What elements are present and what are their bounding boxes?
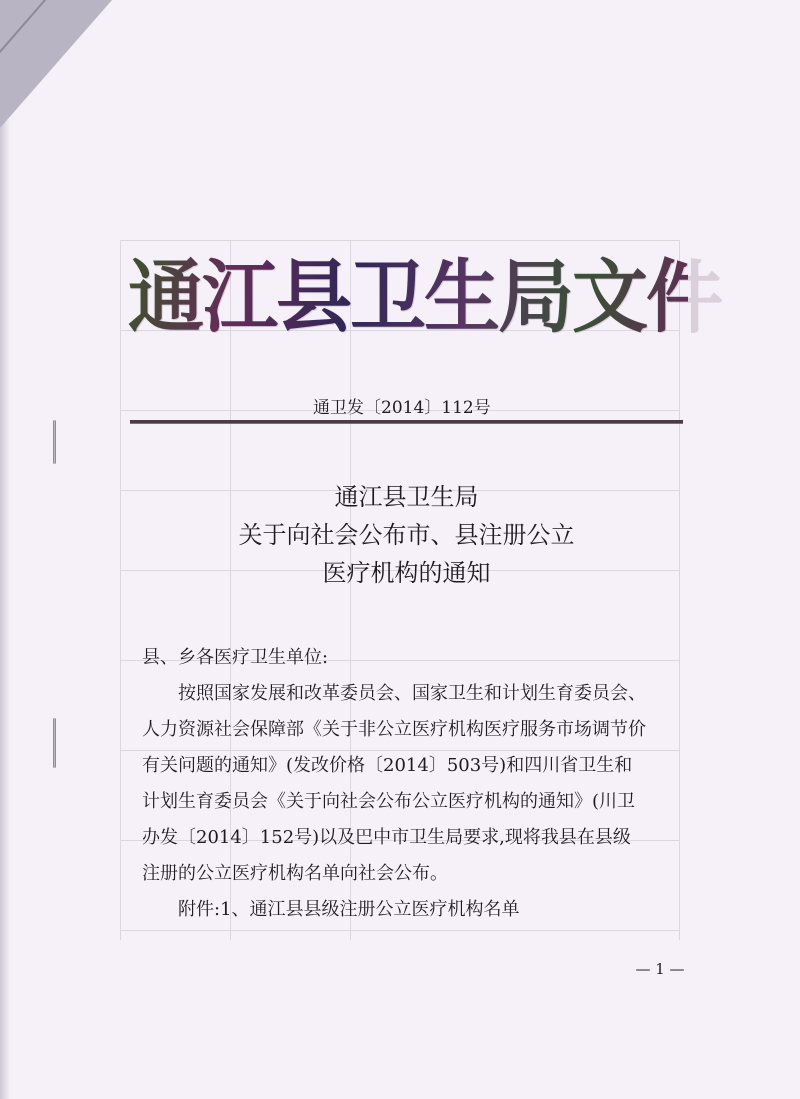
staple bbox=[53, 420, 56, 464]
body-line: 按照国家发展和改革委员会、国家卫生和计划生育委员会、 bbox=[178, 683, 646, 704]
body-line: 人力资源社会保障部《关于非公立医疗机构医疗服务市场调节价 bbox=[142, 719, 646, 740]
body-line: 有关问题的通知》(发改价格〔2014〕503号)和四川省卫生和 bbox=[142, 755, 633, 776]
document-header-title: 通江县卫生局文件 bbox=[128, 229, 688, 366]
addressee: 县、乡各医疗卫生单位: bbox=[142, 647, 329, 668]
staple bbox=[53, 718, 56, 768]
notice-title-line: 关于向社会公布市、县注册公立 bbox=[238, 521, 575, 549]
notice-body bbox=[142, 640, 702, 928]
page-number: — 1 — bbox=[635, 960, 685, 978]
body-line: 计划生育委员会《关于向社会公布公立医疗机构的通知》(川卫 bbox=[142, 791, 636, 812]
body-line: 注册的公立医疗机构名单向社会公布。 bbox=[142, 863, 448, 884]
body-line: 办发〔2014〕152号)以及巴中市卫生局要求,现将我县在县级 bbox=[142, 827, 631, 848]
notice-title-line: 通江县卫生局 bbox=[334, 483, 479, 511]
notice-title bbox=[130, 478, 683, 592]
folded-corner bbox=[0, 0, 112, 128]
attachment-line: 附件:1、通江县县级注册公立医疗机构名单 bbox=[178, 899, 520, 920]
page-edge-shadow bbox=[0, 120, 10, 1099]
header-divider-rule bbox=[130, 420, 683, 424]
document-number: 通卫发〔2014〕112号 bbox=[313, 398, 491, 418]
notice-title-line: 医疗机构的通知 bbox=[322, 559, 491, 587]
